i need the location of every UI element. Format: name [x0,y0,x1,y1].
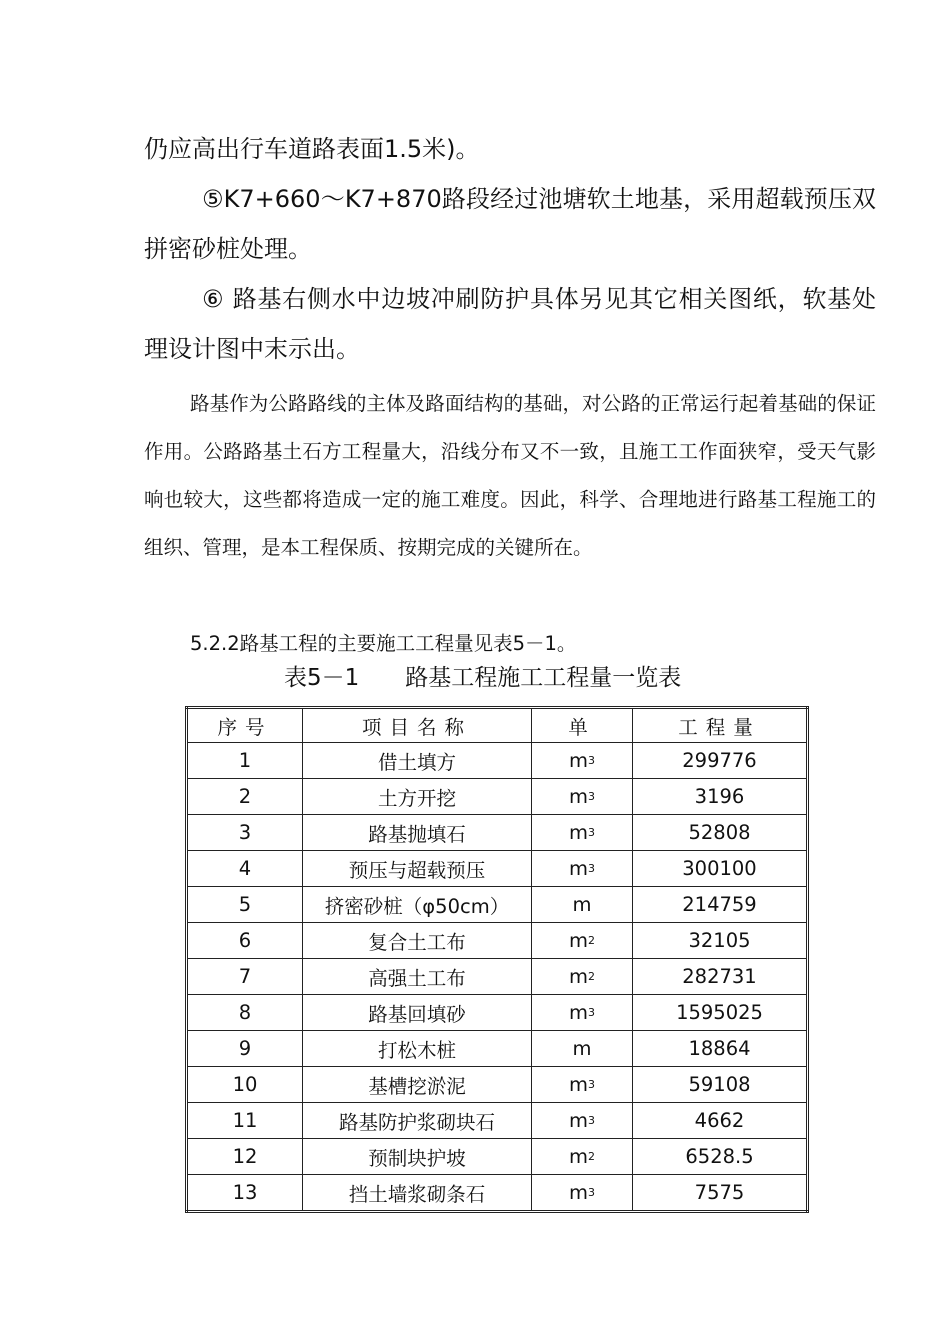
cell-no: 4 [187,851,303,887]
unit-exponent: 3 [588,1078,595,1091]
cell-unit [532,851,633,887]
unit-exponent: 3 [588,790,595,803]
cell-unit [532,1175,633,1212]
cell-quantity: 300100 [633,851,808,887]
cell-no: 2 [187,779,303,815]
table-row [187,995,808,1031]
cell-name: 土方开挖 [303,779,532,815]
table-row [187,1067,808,1103]
unit-base: m [569,857,588,880]
unit-exponent: 2 [588,970,595,983]
cell-name: 预制块护坡 [303,1139,532,1175]
cell-no: 9 [187,1031,303,1067]
table-header-row [187,708,808,743]
table-caption: 表5－1 路基工程施工工程量一览表 [284,665,682,691]
unit-base: m [569,1109,588,1132]
unit-exponent: 3 [588,1006,595,1019]
cell-quantity: 4662 [633,1103,808,1139]
paragraph-item-5: ⑤K7+660～K7+870路段经过池塘软土地基，采用超载预压双拼密砂桩处理。 [144,185,876,263]
cell-quantity: 59108 [633,1067,808,1103]
unit-exponent: 3 [588,1186,595,1199]
table-row [187,1175,808,1212]
cell-quantity: 299776 [633,743,808,779]
unit-exponent: 3 [588,754,595,767]
cell-name: 预压与超载预压 [303,851,532,887]
cell-name: 复合土工布 [303,923,532,959]
table-row [187,779,808,815]
table-row [187,743,808,779]
cell-quantity: 3196 [633,779,808,815]
cell-unit [532,1103,633,1139]
cell-quantity: 32105 [633,923,808,959]
unit-exponent: 3 [588,826,595,839]
table-row [187,923,808,959]
cell-quantity: 1595025 [633,995,808,1031]
cell-name: 基槽挖淤泥 [303,1067,532,1103]
table-row [187,1139,808,1175]
cell-no: 3 [187,815,303,851]
unit-exponent: 3 [588,862,595,875]
cell-name: 借土填方 [303,743,532,779]
cell-quantity: 6528.5 [633,1139,808,1175]
unit-exponent: 2 [588,934,595,947]
table-row [187,1103,808,1139]
cell-no: 10 [187,1067,303,1103]
table-row [187,815,808,851]
cell-quantity: 52808 [633,815,808,851]
cell-name: 路基抛填石 [303,815,532,851]
cell-unit [532,815,633,851]
cell-name: 挤密砂桩（φ50cm） [303,887,532,923]
cell-unit [532,1031,633,1067]
cell-no: 12 [187,1139,303,1175]
unit-base: m [569,1181,588,1204]
cell-unit [532,743,633,779]
unit-base: m [569,965,588,988]
paragraph-continuation: 仍应高出行车道路表面1.5米)。 [144,135,480,163]
cell-no: 11 [187,1103,303,1139]
cell-unit [532,1067,633,1103]
unit-base: m [569,929,588,952]
cell-no: 7 [187,959,303,995]
unit-base: m [572,1037,592,1060]
cell-unit [532,923,633,959]
table-row [187,1031,808,1067]
cell-name: 挡土墙浆砌条石 [303,1175,532,1212]
cell-name: 打松木桩 [303,1031,532,1067]
unit-base: m [569,749,588,772]
cell-name: 高强土工布 [303,959,532,995]
header-name: 项目名称 [303,708,532,743]
paragraph-table-reference: 5.2.2路基工程的主要施工工程量见表5－1。 [190,632,577,655]
cell-quantity: 282731 [633,959,808,995]
paragraph-item-6: ⑥ 路基右侧水中边坡冲刷防护具体另见其它相关图纸，软基处理设计图中末示出。 [144,285,876,363]
cell-unit [532,995,633,1031]
cell-quantity: 214759 [633,887,808,923]
cell-name: 路基回填砂 [303,995,532,1031]
cell-unit [532,779,633,815]
unit-base: m [569,821,588,844]
cell-quantity: 18864 [633,1031,808,1067]
unit-base: m [569,785,588,808]
unit-exponent: 3 [588,1114,595,1127]
header-quantity: 工程量 [633,708,808,743]
paragraph-body: 路基作为公路路线的主体及路面结构的基础，对公路的正常运行起着基础的保证作用。公路路基土石方工程量大，沿线分布又不一致，且施工工作面狭窄，受天气影响也较大，这些都将造成一定的施工难度。因此，科学、合理地进行路基工程施工的组织、管理，是本工程保质、按期完成的关键所在。 [144,392,876,559]
cell-no: 13 [187,1175,303,1212]
table-row [187,887,808,923]
quantity-table [185,706,809,1213]
unit-base: m [569,1145,588,1168]
cell-name: 路基防护浆砌块石 [303,1103,532,1139]
cell-unit [532,959,633,995]
unit-base: m [569,1073,588,1096]
cell-quantity: 7575 [633,1175,808,1212]
unit-base: m [569,1001,588,1024]
unit-base: m [572,893,592,916]
cell-no: 6 [187,923,303,959]
table-row [187,959,808,995]
header-unit: 单 [532,708,633,743]
header-no: 序号 [187,708,303,743]
cell-unit [532,1139,633,1175]
cell-no: 8 [187,995,303,1031]
unit-exponent: 2 [588,1150,595,1163]
table-row [187,851,808,887]
cell-no: 5 [187,887,303,923]
cell-no: 1 [187,743,303,779]
cell-unit [532,887,633,923]
